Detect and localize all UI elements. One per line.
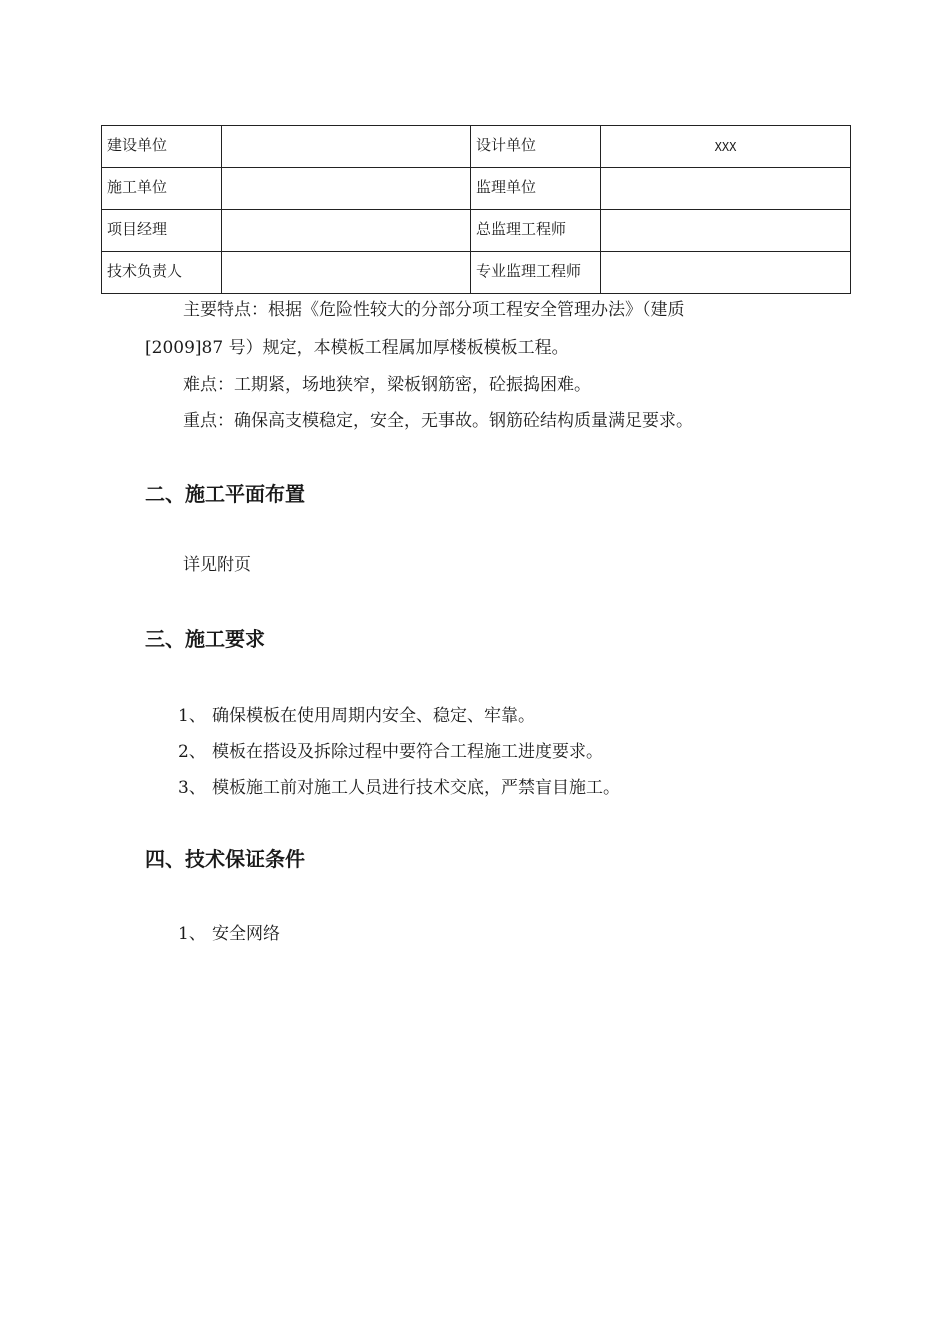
list-item-number: 1、: [178, 924, 206, 944]
features-paragraph-line2: [2009]87 号）规定，本模板工程属加厚楼板模板工程。: [145, 338, 569, 358]
section2-body: 详见附页: [183, 555, 251, 575]
list-item-text: 安全网络: [212, 924, 280, 944]
difficulty-paragraph: 难点：工期紧，场地狭窄，梁板钢筋密，砼振捣困难。: [183, 375, 591, 395]
list-item: [178, 773, 620, 798]
table-row: [102, 210, 851, 252]
table-row: [102, 252, 851, 294]
table-row: [102, 126, 851, 168]
section3-heading: 三、施工要求: [145, 627, 265, 651]
design-unit-value: XXX: [601, 126, 851, 168]
chief-supervisor-value: [601, 210, 851, 252]
project-manager-label: 项目经理: [102, 210, 222, 252]
list-item-text: 确保模板在使用周期内安全、稳定、牢靠。: [212, 706, 535, 726]
technical-lead-label: 技术负责人: [102, 252, 222, 294]
list-item-number: 3、: [178, 778, 206, 798]
list-item: [178, 701, 535, 726]
project-manager-value: [222, 210, 471, 252]
project-info-table: [101, 125, 851, 294]
contractor-value: [222, 168, 471, 210]
construction-unit-value: [222, 126, 471, 168]
technical-lead-value: [222, 252, 471, 294]
construction-unit-label: 建设单位: [102, 126, 222, 168]
contractor-label: 施工单位: [102, 168, 222, 210]
section4-heading: 四、技术保证条件: [145, 847, 305, 871]
specialist-supervisor-label: 专业监理工程师: [471, 252, 601, 294]
design-unit-label: 设计单位: [471, 126, 601, 168]
key-point-paragraph: 重点：确保高支模稳定，安全，无事故。钢筋砼结构质量满足要求。: [183, 411, 693, 431]
section2-heading: 二、施工平面布置: [145, 482, 305, 506]
list-item-text: 模板施工前对施工人员进行技术交底，严禁盲目施工。: [212, 778, 620, 798]
list-item-number: 1、: [178, 706, 206, 726]
table-row: [102, 168, 851, 210]
list-item: [178, 737, 603, 762]
supervision-unit-value: [601, 168, 851, 210]
list-item: [178, 919, 280, 944]
features-paragraph-line1: 主要特点：根据《危险性较大的分部分项工程安全管理办法》（建质: [183, 300, 685, 320]
list-item-number: 2、: [178, 742, 206, 762]
chief-supervisor-label: 总监理工程师: [471, 210, 601, 252]
list-item-text: 模板在搭设及拆除过程中要符合工程施工进度要求。: [212, 742, 603, 762]
specialist-supervisor-value: [601, 252, 851, 294]
supervision-unit-label: 监理单位: [471, 168, 601, 210]
